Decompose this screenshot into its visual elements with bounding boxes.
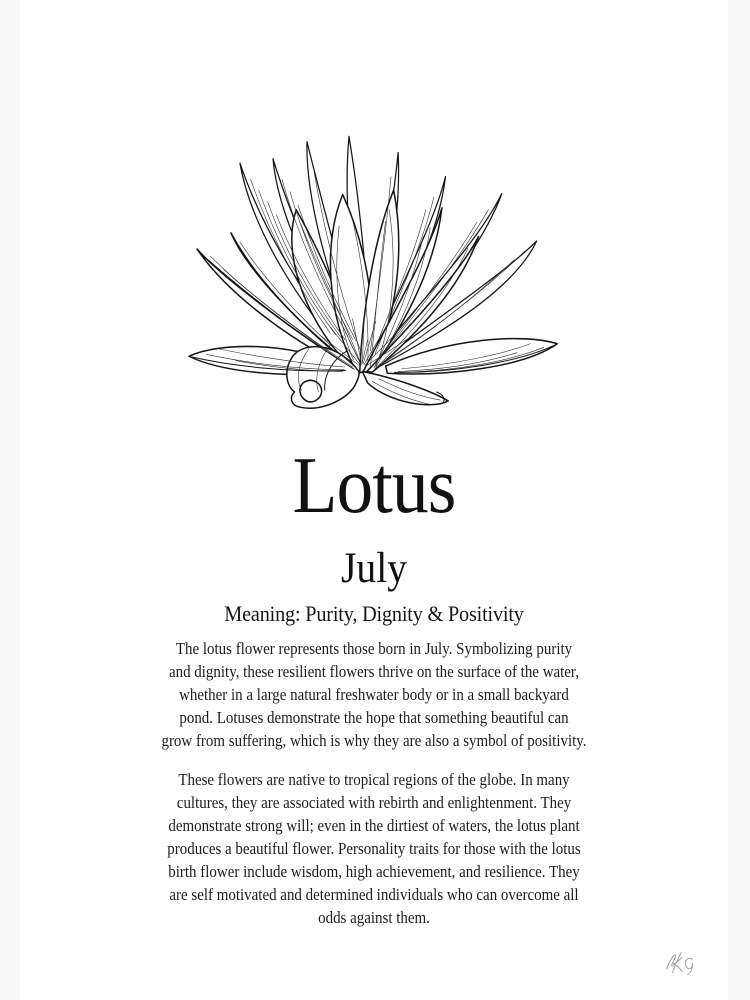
- text-line: cultures, they are associated with rebirth and enlightenment. They: [176, 793, 572, 812]
- meaning-line: Meaning: Purity, Dignity & Positivity: [224, 601, 524, 626]
- page-title: Lotus: [292, 442, 456, 530]
- poster: [20, 0, 728, 1000]
- text-line: The lotus flower represents those born in July. Symbolizing purity: [175, 639, 573, 658]
- text-line: odds against them.: [318, 908, 430, 927]
- text-line: whether in a large natural freshwater body or in a small backyard: [179, 685, 569, 704]
- text-line: birth flower include wisdom, high achievement, and resilience. They: [168, 862, 580, 881]
- paragraph-2: [62, 768, 685, 929]
- text-line: grow from suffering, which is why they are also a symbol of positivity.: [161, 731, 587, 750]
- paragraph-1: [62, 637, 685, 752]
- month-subtitle: July: [341, 545, 407, 592]
- text-line: These flowers are native to tropical regions of the globe. In many: [178, 770, 570, 789]
- text-line: demonstrate strong will; even in the dirtiest of waters, the lotus plant: [168, 816, 580, 835]
- text-line: produces a beautiful flower. Personality traits for those with the lotus: [167, 839, 581, 858]
- text-line: pond. Lotuses demonstrate the hope that something beautiful can: [179, 708, 569, 727]
- artist-signature: [664, 948, 702, 978]
- text-line: and dignity, these resilient flowers thrive on the surface of the water,: [168, 662, 580, 681]
- lotus-illustration: [164, 92, 584, 440]
- text-line: are self motivated and determined individuals who can overcome all: [169, 885, 579, 904]
